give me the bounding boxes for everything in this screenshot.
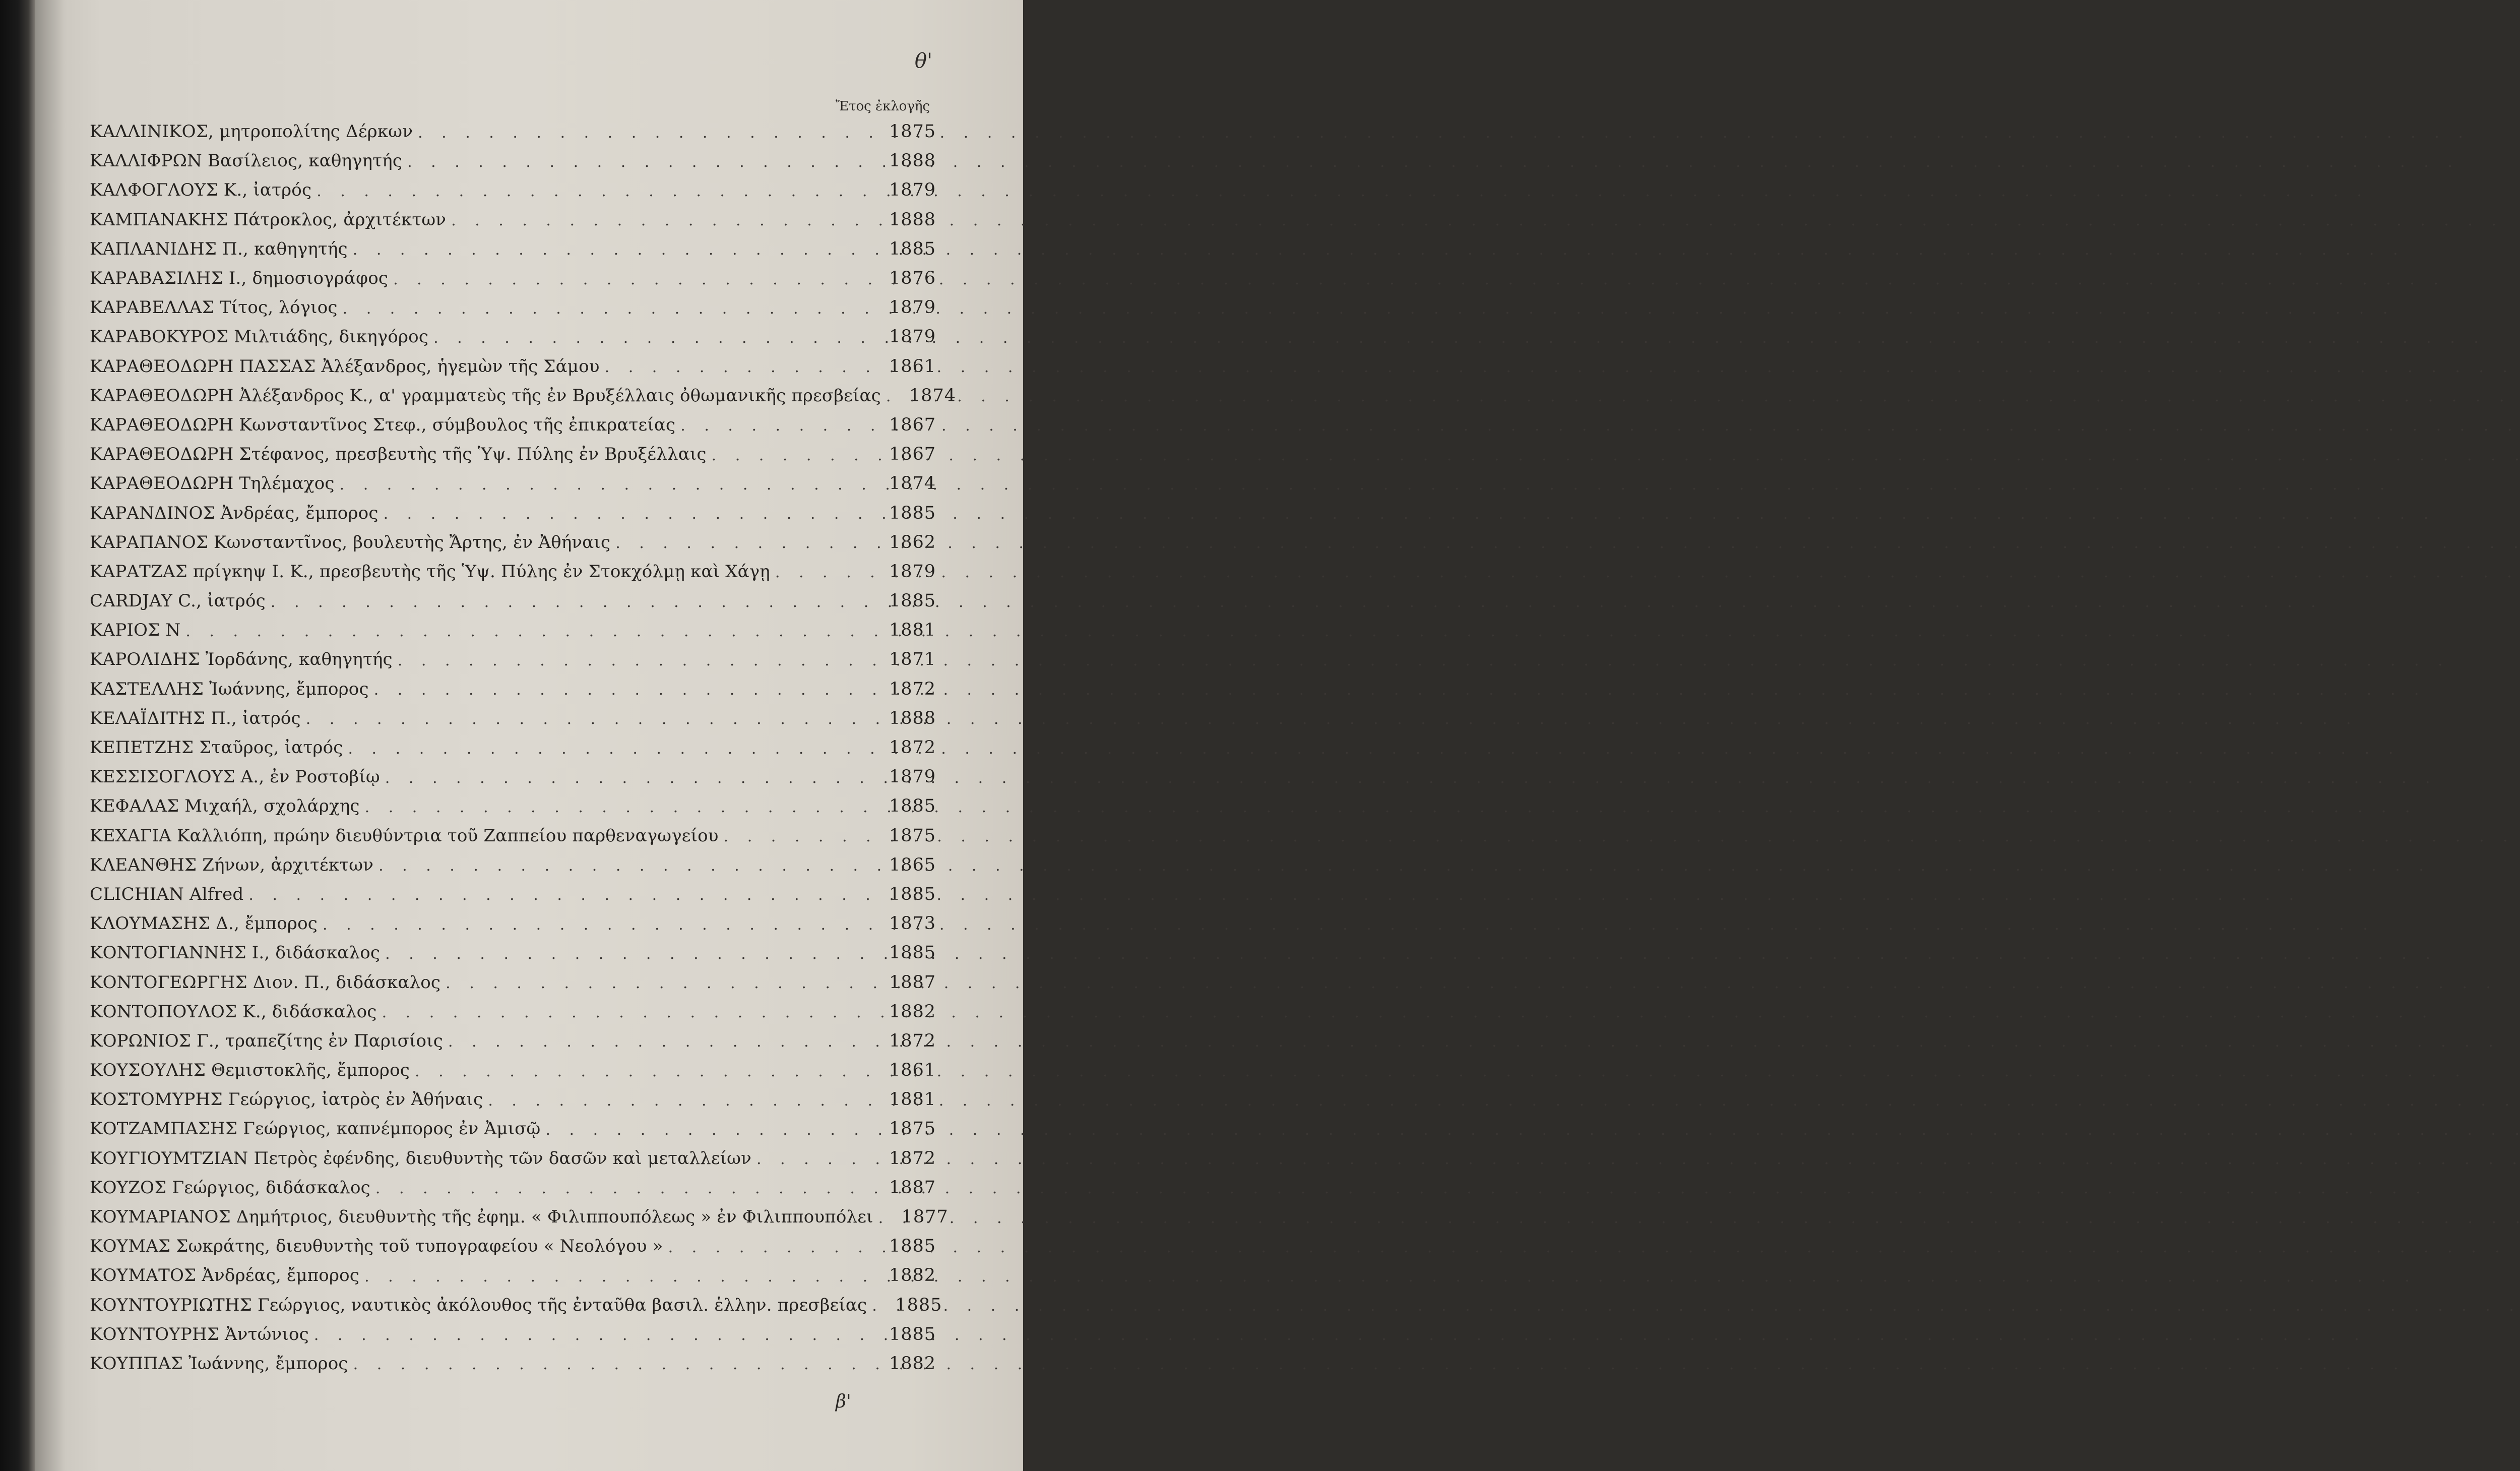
member-list (90, 115, 956, 1390)
list-item (90, 1318, 934, 1347)
list-item (90, 379, 956, 408)
list-item (90, 232, 934, 262)
dot-leader (323, 916, 886, 934)
entry-year: 1885 (895, 1295, 942, 1315)
dot-leader (668, 1239, 886, 1256)
entry-year: 1882 (889, 1353, 936, 1374)
entry-name: ΚΑΛΦΟΓΛΟΥΣ Κ., ἰατρός (90, 180, 312, 201)
entry-year: 1885 (889, 503, 936, 523)
list-item (90, 848, 934, 878)
entry-name: ΚΑΛΛΙΝΙΚΟΣ, μητροπολίτης Δέρκων (90, 121, 413, 142)
entry-name: ΚΟΥΝΤΟΥΡΙΩΤΗΣ Γεώργιος, ναυτικὸς ἀκόλουθος τῆς ἐνταῦθα βασιλ. ἑλλην. πρεσβείας (90, 1295, 867, 1315)
dot-leader (185, 623, 886, 640)
dot-leader (340, 476, 886, 494)
entry-name: ΚΟΥΜΑΣ Σωκράτης, διευθυντὴς τοῦ τυπογραφείου « Νεολόγου » (90, 1236, 663, 1257)
dot-leader (365, 799, 886, 816)
list-item (90, 438, 934, 467)
dot-leader (317, 182, 886, 200)
list-item (90, 731, 934, 760)
list-item (90, 262, 934, 291)
dot-leader (448, 1033, 886, 1051)
dot-leader (878, 1209, 899, 1227)
dot-leader (415, 1063, 886, 1080)
entry-year: 1885 (889, 591, 936, 611)
entry-year: 1862 (889, 532, 936, 553)
dot-leader (775, 564, 886, 581)
entry-name: ΚΑΜΠΑΝΑΚΗΣ Πάτροκλος, ἀρχιτέκτων (90, 209, 447, 230)
dot-leader (343, 300, 886, 318)
dot-leader (353, 241, 886, 259)
entry-name: ΚΑΡΑΘΕΟΔΩΡΗ Ἀλέξανδρος Κ., α' γραμματεὺς τῆς ἐν Βρυξέλλαις ὀθωμανικῆς πρεσβείας (90, 385, 881, 406)
entry-name: ΚΟΝΤΟΠΟΥΛΟΣ Κ., διδάσκαλος (90, 1001, 377, 1022)
list-item (90, 789, 934, 819)
entry-name: ΚΑΣΤΕΛΛΗΣ Ἰωάννης, ἔμπορος (90, 679, 369, 699)
entry-year: 1873 (889, 913, 936, 934)
list-item (90, 1289, 942, 1318)
list-item (90, 643, 934, 672)
list-item (90, 1142, 934, 1171)
list-item (90, 320, 934, 349)
list-item (90, 350, 934, 379)
entry-name: ΚΑΡΑΘΕΟΔΩΡΗ Τηλέμαχος (90, 473, 335, 494)
list-item (90, 1347, 934, 1376)
dot-leader (271, 593, 886, 611)
entry-year: 1882 (889, 1001, 936, 1022)
entry-name: ΚΑΡΑΒΕΛΛΑΣ Τίτος, λόγιος (90, 297, 338, 318)
dot-leader (353, 1356, 886, 1373)
list-item (90, 203, 934, 232)
list-item (90, 408, 934, 438)
dot-leader (364, 1268, 886, 1285)
dot-leader (451, 212, 886, 229)
entry-year: 1879 (889, 561, 936, 582)
entry-year: 1874 (909, 385, 956, 406)
list-item (90, 1112, 934, 1141)
list-item (90, 907, 934, 936)
page-number: θ' (914, 49, 932, 73)
entry-name: ΚΟΥΝΤΟΥΡΗΣ Ἀντώνιος (90, 1324, 309, 1344)
list-item (90, 555, 934, 584)
entry-year: 1872 (889, 679, 936, 699)
list-item (90, 1024, 934, 1054)
entry-year: 1871 (889, 649, 936, 670)
entry-name: CLICHIAN Alfred (90, 884, 244, 904)
list-item (90, 467, 934, 496)
entry-name: ΚΑΡΑΝΔΙΝΟΣ Ἀνδρέας, ἔμπορος (90, 503, 379, 523)
list-item (90, 672, 934, 702)
entry-name: ΚΑΡΑΤΖΑΣ πρίγκηψ Ι. Κ., πρεσβευτὴς τῆς Ὑψ. Πύλης ἐν Στοκχόλμῃ καὶ Χάγῃ (90, 561, 770, 582)
entry-name: ΚΑΡΑΒΟΚΥΡΟΣ Μιλτιάδης, δικηγόρος (90, 327, 429, 347)
entry-year: 1885 (889, 796, 936, 817)
dot-leader (545, 1121, 886, 1139)
list-item (90, 1171, 934, 1200)
entry-year: 1885 (889, 943, 936, 963)
entry-name: ΚΑΡΑΘΕΟΔΩΡΗ ΠΑΣΣΑΣ Ἀλέξανδρος, ἡγεμὼν τῆς Σάμου (90, 356, 600, 377)
entry-name: ΚΑΛΛΙΦΡΩΝ Βασίλειος, καθηγητής (90, 151, 403, 171)
entry-name: ΚΟΥΓΙΟΥΜΤΖΙΑΝ Πετρὸς ἐφένδης, διευθυντὴς τῶν δασῶν καὶ μεταλλείων (90, 1148, 751, 1169)
dot-leader (418, 124, 886, 142)
dot-leader (615, 534, 886, 552)
entry-year: 1882 (889, 1265, 936, 1286)
dot-leader (605, 358, 886, 376)
entry-year: 1861 (889, 1060, 936, 1081)
entry-name: ΚΟΤΖΑΜΠΑΣΗΣ Γεώργιος, καπνέμπορος ἐν Ἀμισῷ (90, 1119, 541, 1139)
list-item (90, 1259, 934, 1288)
dot-leader (886, 388, 906, 405)
list-item (90, 995, 934, 1024)
list-item (90, 936, 934, 965)
dot-leader (248, 886, 886, 904)
entry-name: ΚΟΥΜΑΡΙΑΝΟΣ Δημήτριος, διευθυντὴς τῆς ἐφημ. « Φιλιππουπόλεως » ἐν Φιλιππουπόλει (90, 1207, 873, 1228)
entry-name: ΚΟΥΜΑΤΟΣ Ἀνδρέας, ἔμπορος (90, 1265, 360, 1286)
entry-name: ΚΑΡΑΒΑΣΙΛΗΣ Ι., δημοσιογράφος (90, 268, 389, 289)
dot-leader (385, 769, 886, 787)
dot-leader (374, 681, 886, 699)
entry-year: 1885 (889, 1236, 936, 1257)
list-item (90, 496, 934, 525)
list-item (90, 291, 934, 320)
dot-leader (382, 1004, 886, 1021)
entry-name: ΚΕΧΑΓΙΑ Καλλιόπη, πρώην διευθύντρια τοῦ Ζαππείου παρθεναγωγείου (90, 825, 719, 846)
entry-name: ΚΟΥΠΠΑΣ Ἰωάννης, ἔμπορος (90, 1353, 348, 1374)
signature-mark: β' (836, 1391, 851, 1412)
dot-leader (314, 1326, 886, 1344)
dot-leader (385, 945, 886, 963)
list-item (90, 526, 934, 555)
entry-year: 1881 (889, 1089, 936, 1110)
entry-name: ΚΛΕΑΝΘΗΣ Ζήνων, ἀρχιτέκτων (90, 854, 374, 875)
scanned-page (0, 0, 1023, 1471)
list-item (90, 1054, 934, 1083)
entry-year: 1872 (889, 1030, 936, 1051)
list-item (90, 584, 934, 614)
dot-leader (398, 652, 886, 669)
entry-name: ΚΟΥΖΟΣ Γεώργιος, διδάσκαλος (90, 1177, 370, 1198)
entry-year: 1875 (889, 1119, 936, 1139)
entry-name: ΚΟΝΤΟΓΕΩΡΓΗΣ Διον. Π., διδάσκαλος (90, 972, 441, 993)
list-item (90, 760, 934, 789)
dot-leader (757, 1150, 886, 1168)
list-item (90, 115, 934, 144)
entry-name: ΚΟΡΩΝΙΟΣ Γ., τραπεζίτης ἐν Παρισίοις (90, 1030, 443, 1051)
entry-year: 1875 (889, 121, 936, 142)
entry-year: 1888 (889, 708, 936, 728)
entry-name: ΚΟΥΣΟΥΛΗΣ Θεμιστοκλῆς, ἔμπορος (90, 1060, 410, 1081)
list-item (90, 144, 934, 173)
entry-name: CARDJAY C., ἰατρός (90, 591, 266, 611)
entry-year: 1879 (889, 180, 936, 201)
dot-leader (724, 828, 886, 845)
list-item (90, 878, 934, 907)
entry-year: 1885 (889, 238, 936, 259)
entry-year: 1881 (889, 620, 936, 641)
entry-year: 1872 (889, 1148, 936, 1169)
entry-year: 1865 (889, 854, 936, 875)
entry-year: 1879 (889, 767, 936, 787)
entry-name: ΚΑΡΑΠΑΝΟΣ Κωνσταντῖνος, βουλευτὴς Ἄρτης, ἐν Ἀθήναις (90, 532, 611, 553)
dot-leader (393, 271, 886, 288)
dot-leader (433, 329, 886, 347)
dot-leader (680, 417, 886, 435)
dot-leader (348, 740, 886, 758)
entry-name: ΚΑΠΛΑΝΙΔΗΣ Π., καθηγητής (90, 238, 348, 259)
list-item (90, 1230, 934, 1259)
dot-leader (384, 505, 886, 523)
entry-year: 1887 (889, 972, 936, 993)
entry-name: ΚΛΟΥΜΑΣΗΣ Δ., ἔμπορος (90, 913, 318, 934)
entry-name: ΚΕΣΣΙΣΟΓΛΟΥΣ Α., ἐν Ροστοβίῳ (90, 767, 380, 787)
spine-shadow (35, 0, 66, 1471)
entry-year: 1885 (889, 884, 936, 904)
entry-name: ΚΑΡΑΘΕΟΔΩΡΗ Κωνσταντῖνος Στεφ., σύμβουλος τῆς ἐπικρατείας (90, 414, 676, 435)
entry-year: 1888 (889, 209, 936, 230)
entry-name: ΚΕΦΑΛΑΣ Μιχαήλ, σχολάρχης (90, 796, 360, 817)
list-item (90, 702, 934, 731)
entry-year: 1887 (889, 1177, 936, 1198)
entry-name: ΚΕΛΑΪΔΙΤΗΣ Π., ἰατρός (90, 708, 301, 728)
entry-year: 1867 (889, 444, 936, 465)
dot-leader (407, 153, 886, 171)
entry-year: 1885 (889, 1324, 936, 1344)
dot-leader (379, 857, 886, 875)
dot-leader (712, 447, 886, 464)
entry-name: ΚΑΡΟΛΙΔΗΣ Ἰορδάνης, καθηγητής (90, 649, 393, 670)
entry-year: 1875 (889, 825, 936, 846)
list-item (90, 173, 934, 203)
entry-year: 1888 (889, 151, 936, 171)
book-spine (0, 0, 35, 1471)
entry-name: ΚΟΣΤΟΜΥΡΗΣ Γεώργιος, ἰατρὸς ἐν Ἀθήναις (90, 1089, 483, 1110)
entry-year: 1879 (889, 297, 936, 318)
entry-year: 1867 (889, 414, 936, 435)
entry-name: ΚΑΡΑΘΕΟΔΩΡΗ Στέφανος, πρεσβευτὴς τῆς Ὑψ. Πύλης ἐν Βρυξέλλαις (90, 444, 707, 465)
entry-year: 1877 (901, 1207, 949, 1228)
entry-year: 1872 (889, 738, 936, 758)
dot-leader (446, 974, 886, 992)
entry-year: 1876 (889, 268, 936, 289)
list-item (90, 819, 934, 848)
entry-year: 1861 (889, 356, 936, 377)
entry-year: 1874 (889, 473, 936, 494)
list-item (90, 614, 934, 643)
list-item (90, 965, 934, 995)
dot-leader (488, 1092, 886, 1110)
entry-year: 1879 (889, 327, 936, 347)
column-header-election-year: Ἔτος ἐκλογῆς (835, 99, 930, 114)
dot-leader (872, 1297, 892, 1315)
dot-leader (375, 1180, 886, 1197)
list-item (90, 1083, 934, 1112)
entry-name: ΚΟΝΤΟΓΙΑΝΝΗΣ Ι., διδάσκαλος (90, 943, 381, 963)
entry-name: ΚΕΠΕΤΖΗΣ Σταῦρος, ἰατρός (90, 738, 343, 758)
list-item (90, 1200, 949, 1230)
dot-leader (306, 710, 886, 728)
entry-name: ΚΑΡΙΟΣ Ν (90, 620, 181, 641)
